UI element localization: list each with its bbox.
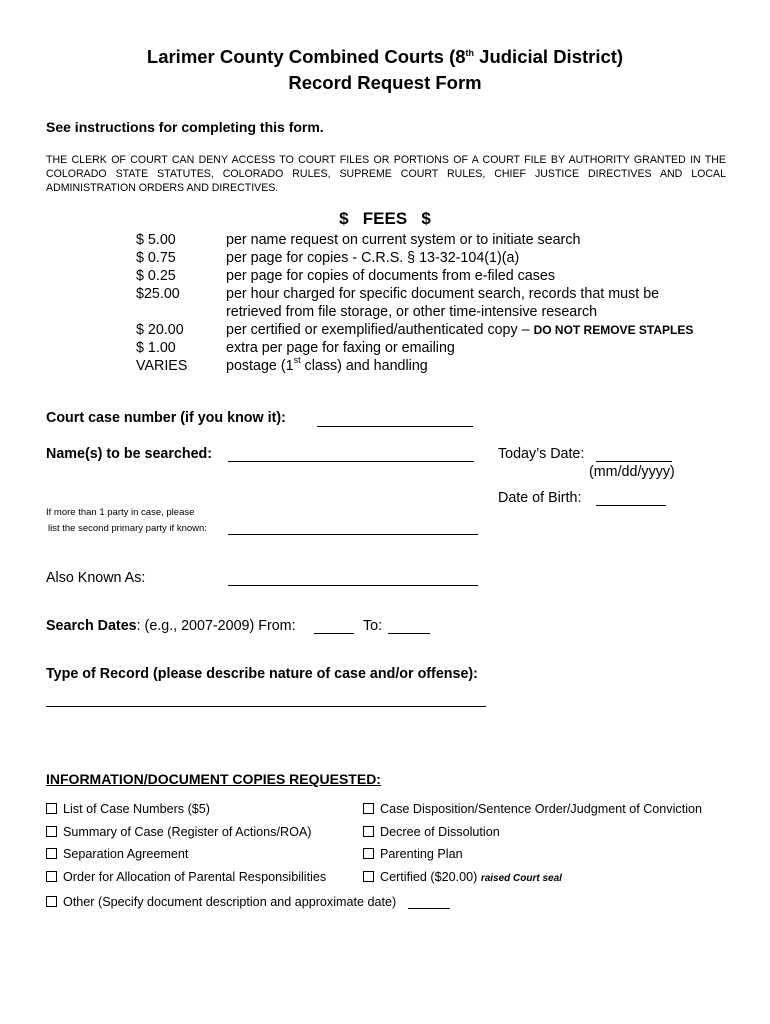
instructions-note: See instructions for completing this form. (46, 119, 324, 135)
checkbox-icon[interactable] (46, 826, 57, 837)
dob-field[interactable] (596, 505, 666, 506)
staples-warning: DO NOT REMOVE STAPLES (533, 323, 694, 337)
search-dates-label: Search Dates (46, 618, 137, 634)
second-party-note-line2: list the second primary party if known: (48, 523, 207, 534)
names-label: Name(s) to be searched: (46, 446, 213, 462)
search-dates-row (46, 618, 296, 634)
aka-field[interactable] (228, 585, 478, 586)
fee-amount: $ 20.00 (136, 322, 184, 338)
checkbox-icon[interactable] (363, 871, 374, 882)
checkbox-certified[interactable] (363, 870, 562, 884)
checkbox-label: List of Case Numbers ($5) (63, 802, 210, 816)
fee-superscript: st (293, 355, 301, 365)
checkbox-case-summary[interactable] (46, 825, 311, 839)
checkbox-other[interactable] (46, 895, 396, 909)
fee-description (226, 322, 693, 338)
checkbox-label: Summary of Case (Register of Actions/ROA) (63, 825, 312, 839)
checkbox-decree-dissolution[interactable] (363, 825, 500, 839)
fee-amount: $25.00 (136, 286, 180, 302)
fee-description: extra per page for faxing or emailing (226, 340, 455, 356)
fees-heading: $ FEES $ (339, 209, 431, 228)
fee-amount: $ 0.25 (136, 268, 176, 284)
checkbox-icon[interactable] (46, 896, 57, 907)
search-to-field[interactable] (388, 633, 430, 634)
names-field[interactable] (228, 461, 474, 462)
form-title-line2: Record Request Form (288, 72, 482, 93)
fee-description-text: postage (1 (226, 358, 294, 374)
search-dates-example: : (e.g., 2007-2009) From: (136, 618, 296, 634)
checkbox-separation-agreement[interactable] (46, 847, 188, 861)
checkbox-label: Decree of Dissolution (380, 825, 500, 839)
checkbox-case-disposition[interactable] (363, 802, 702, 816)
checkbox-case-numbers[interactable] (46, 802, 210, 816)
fee-description-text: per certified or exemplified/authenticated copy – (226, 322, 534, 338)
fee-amount: $ 1.00 (136, 340, 176, 356)
aka-label: Also Known As: (46, 570, 146, 586)
record-type-label: Type of Record (please describe nature of case and/or offense): (46, 666, 478, 682)
search-to-label: To: (363, 618, 383, 634)
search-from-field[interactable] (314, 633, 354, 634)
todays-date-field[interactable] (596, 461, 672, 462)
checkbox-parenting-plan[interactable] (363, 847, 463, 861)
date-format-hint: (mm/dd/yyyy) (589, 464, 675, 480)
fee-description-text-end: class) and handling (300, 358, 428, 374)
record-type-field[interactable] (46, 706, 486, 707)
fee-description: per hour charged for specific document search, records that must be (226, 286, 660, 302)
form-title-line1 (0, 46, 770, 68)
checkbox-label: Certified ($20.00) (380, 870, 481, 884)
title-superscript: th (465, 48, 475, 58)
copies-heading: INFORMATION/DOCUMENT COPIES REQUESTED: (46, 771, 381, 787)
fee-description: per name request on current system or to initiate search (226, 232, 581, 248)
access-notice: THE CLERK OF COURT CAN DENY ACCESS TO COURT FILES OR PORTIONS OF A COURT FILE BY AUTHORITY GRANTED IN THE COLORADO STATE STATUTES, COLORADO RULES, SUPREME COURT RULES, CHIEF JUSTICE DIRECTIVES AND LOCAL ADMINISTRATION ORDERS AND DIRECTIVES. (46, 154, 726, 194)
checkbox-label: Other (Specify document description and approximate date) (63, 895, 397, 909)
checkbox-label: Parenting Plan (380, 847, 463, 861)
checkbox-parental-responsibilities[interactable] (46, 870, 326, 884)
title-text-end: Judicial District) (474, 46, 624, 67)
case-number-label: Court case number (if you know it): (46, 410, 286, 426)
checkbox-icon[interactable] (46, 871, 57, 882)
fee-description: per page for copies of documents from e-filed cases (226, 268, 555, 284)
todays-date-label: Today’s Date: (498, 446, 585, 462)
court-seal-note: raised Court seal (480, 873, 562, 884)
fee-amount: $ 5.00 (136, 232, 176, 248)
checkbox-icon[interactable] (363, 848, 374, 859)
checkbox-label: Separation Agreement (63, 847, 189, 861)
fee-description (226, 355, 428, 374)
checkbox-label: Case Disposition/Sentence Order/Judgment of Conviction (380, 802, 703, 816)
checkbox-icon[interactable] (46, 848, 57, 859)
other-field[interactable] (408, 908, 450, 909)
checkbox-icon[interactable] (46, 803, 57, 814)
checkbox-icon[interactable] (363, 803, 374, 814)
fee-amount: $ 0.75 (136, 250, 176, 266)
dob-label: Date of Birth: (498, 490, 582, 506)
fee-description: per page for copies - C.R.S. § 13-32-104(1)(a) (226, 250, 520, 266)
title-text: Larimer County Combined Courts (8 (146, 46, 466, 67)
checkbox-icon[interactable] (363, 826, 374, 837)
case-number-field[interactable] (317, 426, 473, 427)
second-party-note-line1: If more than 1 party in case, please (46, 507, 195, 518)
second-party-field[interactable] (228, 534, 478, 535)
fee-description: retrieved from file storage, or other time-intensive research (226, 304, 598, 320)
checkbox-label: Order for Allocation of Parental Responsibilities (63, 870, 327, 884)
fee-amount: VARIES (136, 358, 188, 374)
